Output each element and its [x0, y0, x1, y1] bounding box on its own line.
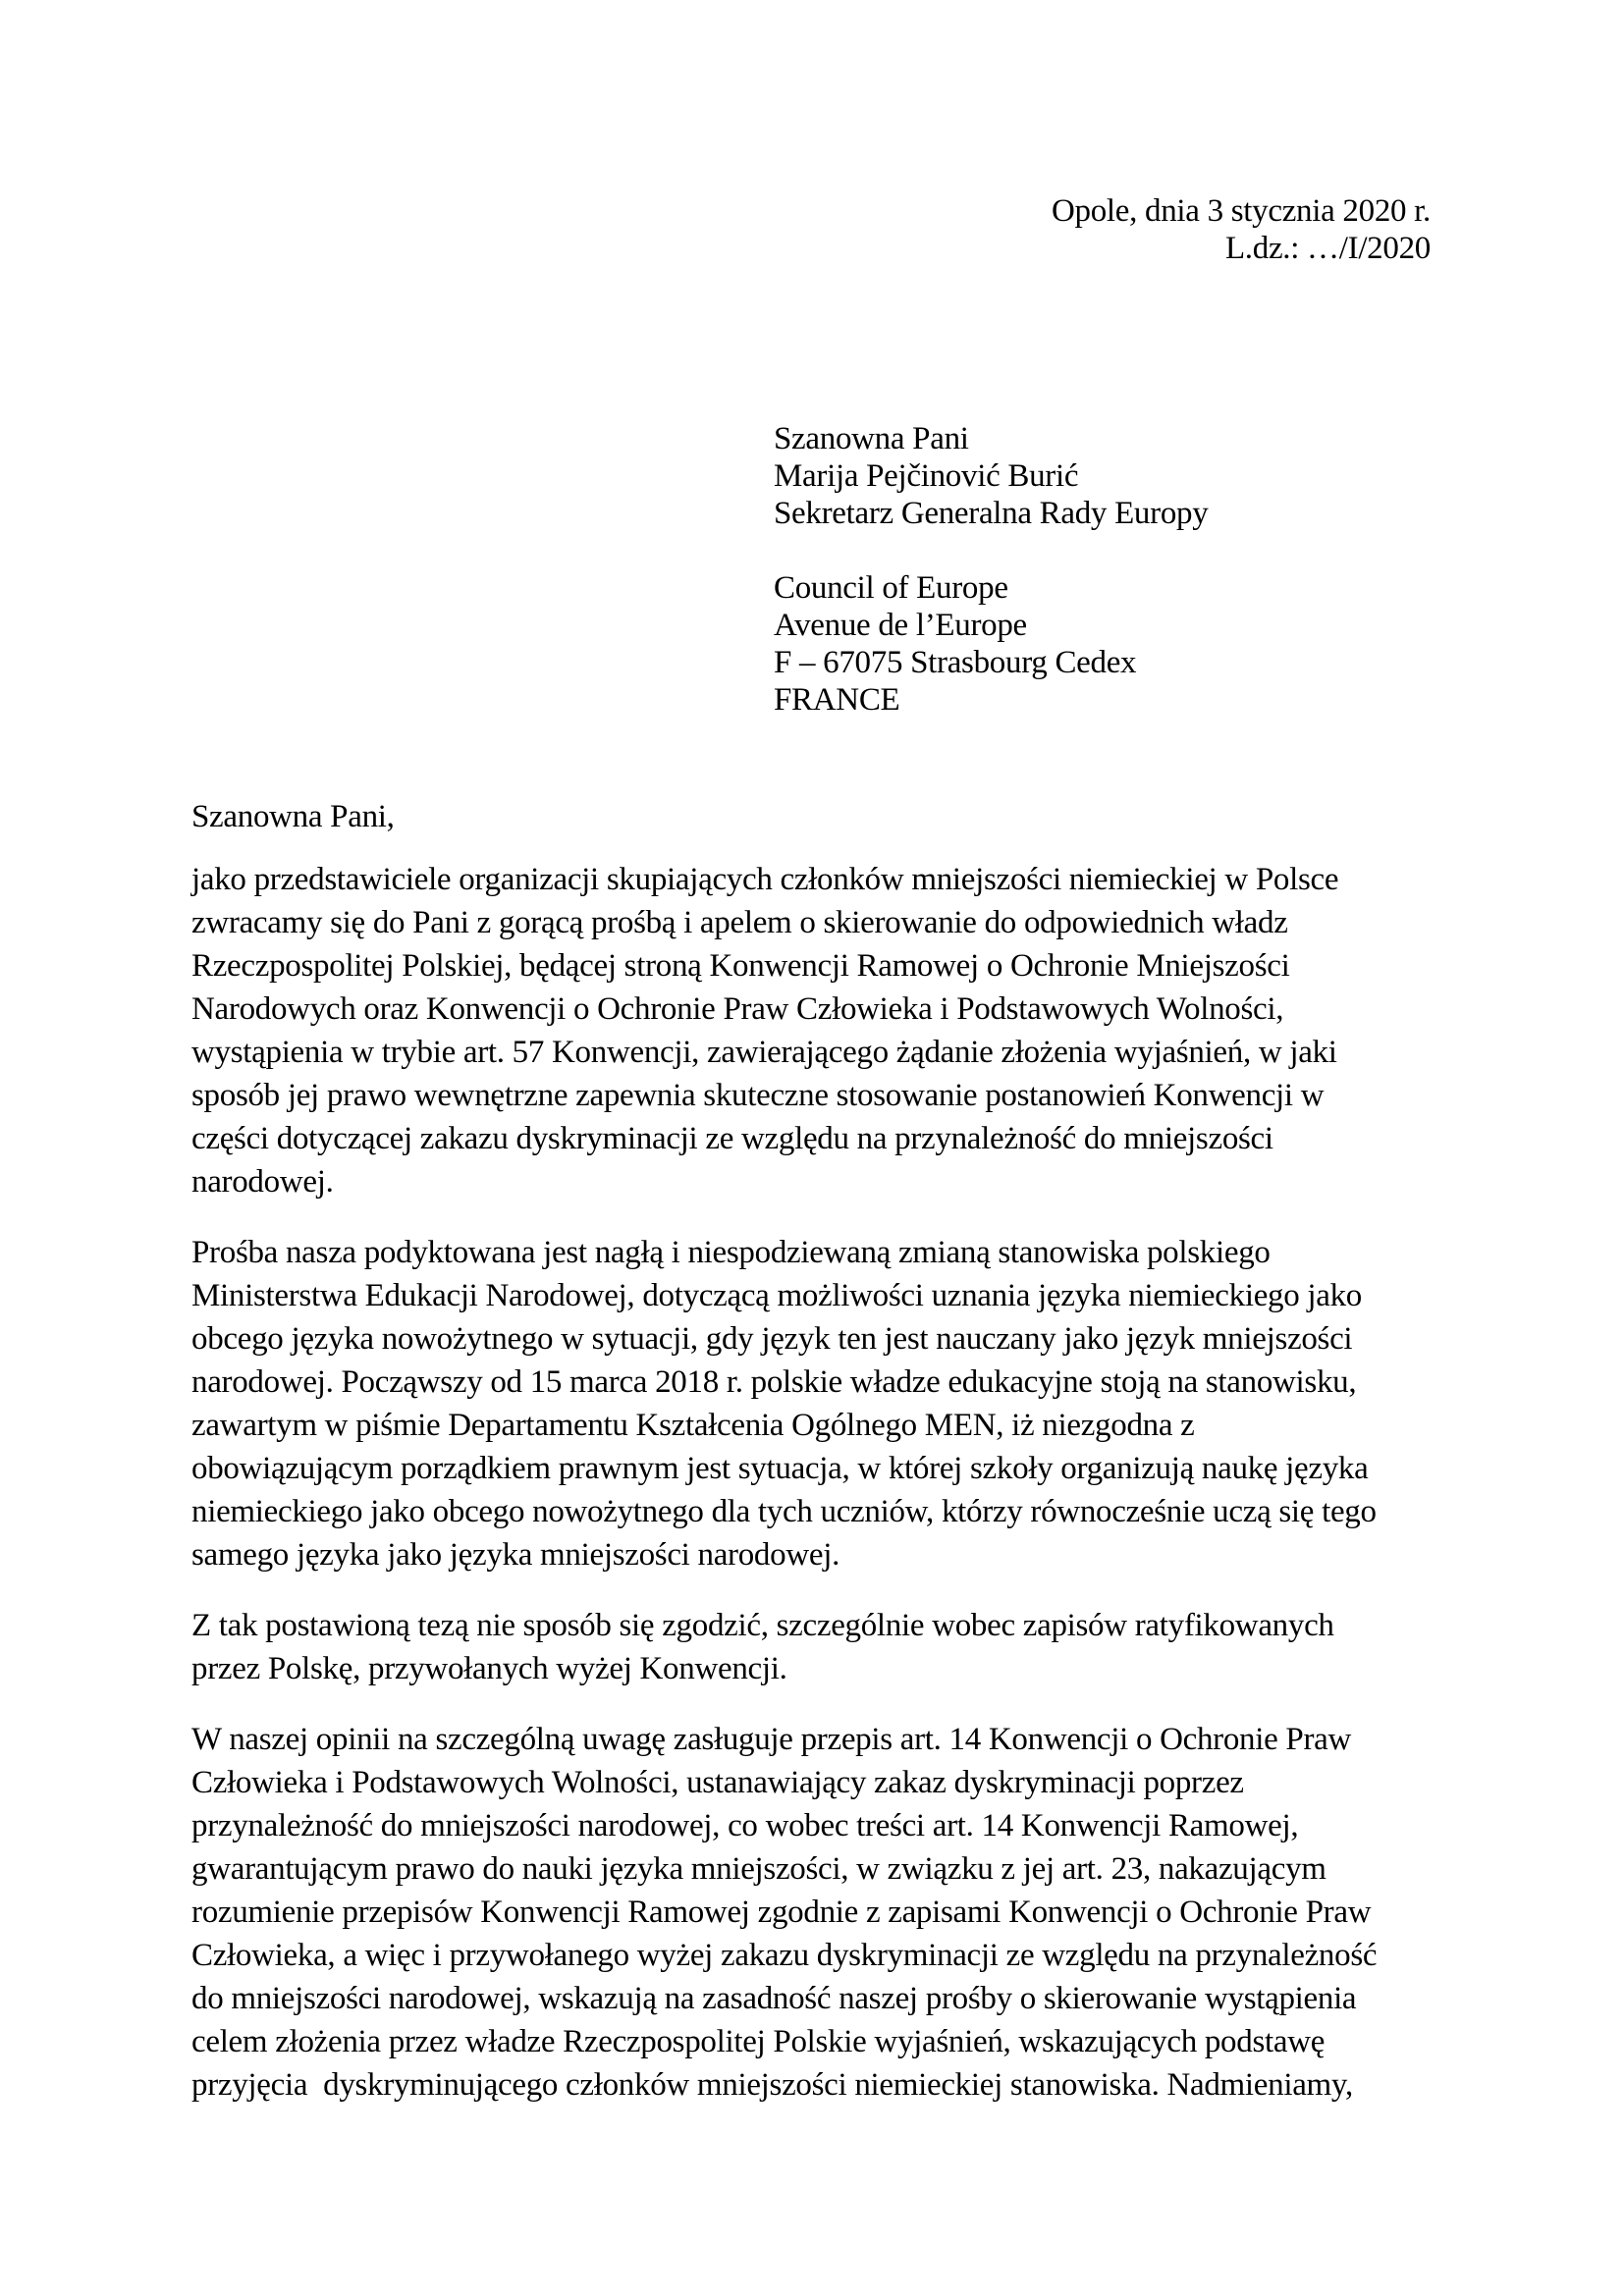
date-block	[191, 192, 1431, 267]
letter-body	[191, 858, 1431, 2107]
addressee-street: Avenue de l’Europe	[774, 608, 1027, 643]
body-line: przynależność do mniejszości narodowej, co wobec treści art. 14 Konwencji Ramowej,	[191, 1808, 1299, 1843]
body-line: zawartym w piśmie Departamentu Kształcenia Ogólnego MEN, iż niezgodna z	[191, 1408, 1195, 1443]
addressee-name: Marija Pejčinović Burić	[774, 458, 1079, 494]
body-line: jako przedstawiciele organizacji skupiających członków mniejszości niemieckiej w Polsce	[191, 862, 1339, 897]
salutation: Szanowna Pani,	[191, 799, 395, 834]
body-line: rozumienie przepisów Konwencji Ramowej zgodnie z zapisami Konwencji o Ochronie Praw	[191, 1895, 1372, 1930]
body-line: narodowej.	[191, 1164, 334, 1200]
body-line: W naszej opinii na szczególną uwagę zasługuje przepis art. 14 Konwencji o Ochronie Praw	[191, 1722, 1352, 1757]
body-line: obcego języka nowożytnego w sytuacji, gdy język ten jest nauczany jako język mniejszości	[191, 1321, 1353, 1357]
place-and-date: Opole, dnia 3 stycznia 2020 r.	[1051, 193, 1431, 229]
addressee-country: FRANCE	[774, 682, 900, 718]
paragraph-2	[191, 1231, 1431, 1576]
addressee-spacer	[774, 532, 1431, 569]
body-line: przyjęcia dyskryminującego członków mniejszości niemieckiej stanowiska. Nadmieniamy,	[191, 2067, 1353, 2103]
body-line: zwracamy się do Pani z gorącą prośbą i apelem o skierowanie do odpowiednich władz	[191, 905, 1288, 940]
reference-number: L.dz.: …/I/2020	[1224, 231, 1431, 266]
body-line: Prośba nasza podyktowana jest nagłą i niespodziewaną zmianą stanowiska polskiego	[191, 1235, 1271, 1270]
body-line: Człowieka, a więc i przywołanego wyżej zakazu dyskryminacji ze względu na przynależność	[191, 1938, 1378, 1973]
body-line: wystąpienia w trybie art. 57 Konwencji, zawierającego żądanie złożenia wyjaśnień, w jaki	[191, 1035, 1337, 1070]
body-line: Narodowych oraz Konwencji o Ochronie Praw Człowieka i Podstawowych Wolności,	[191, 991, 1284, 1027]
body-line: przez Polskę, przywołanych wyżej Konwencji.	[191, 1651, 787, 1686]
paragraph-1	[191, 858, 1431, 1203]
addressee-honorific: Szanowna Pani	[774, 421, 969, 456]
addressee-block	[774, 420, 1431, 719]
body-line: Człowieka i Podstawowych Wolności, ustanawiający zakaz dyskryminacji poprzez	[191, 1765, 1244, 1800]
body-line: narodowej. Począwszy od 15 marca 2018 r. polskie władze edukacyjne stoją na stanowisku,	[191, 1364, 1357, 1400]
body-line: części dotyczącej zakazu dyskryminacji ze względu na przynależność do mniejszości	[191, 1121, 1273, 1156]
body-line: obowiązującym porządkiem prawnym jest sytuacja, w której szkoły organizują naukę języka	[191, 1451, 1369, 1486]
body-line: samego języka jako języka mniejszości narodowej.	[191, 1537, 840, 1573]
body-line: celem złożenia przez władze Rzeczpospolitej Polskie wyjaśnień, wskazujących podstawę	[191, 2024, 1326, 2059]
body-line: sposób jej prawo wewnętrzne zapewnia skuteczne stosowanie postanowień Konwencji w	[191, 1078, 1325, 1113]
body-line: niemieckiego jako obcego nowożytnego dla tych uczniów, którzy równocześnie uczą się tego	[191, 1494, 1377, 1529]
body-line: Ministerstwa Edukacji Narodowej, dotyczącą możliwości uznania języka niemieckiego jako	[191, 1278, 1363, 1313]
paragraph-3	[191, 1604, 1431, 1690]
body-line: do mniejszości narodowej, wskazują na zasadność naszej prośby o skierowanie wystąpienia	[191, 1981, 1357, 2016]
body-line: gwarantującym prawo do nauki języka mniejszości, w związku z jej art. 23, nakazującym	[191, 1851, 1326, 1887]
paragraph-4	[191, 1718, 1431, 2107]
addressee-org: Council of Europe	[774, 570, 1008, 606]
addressee-title: Sekretarz Generalna Rady Europy	[774, 496, 1209, 531]
body-line: Z tak postawioną tezą nie sposób się zgodzić, szczególnie wobec zapisów ratyfikowanych	[191, 1608, 1334, 1643]
body-line: Rzeczpospolitej Polskiej, będącej stroną Konwencji Ramowej o Ochronie Mniejszości	[191, 948, 1290, 984]
addressee-city: F – 67075 Strasbourg Cedex	[774, 645, 1137, 680]
